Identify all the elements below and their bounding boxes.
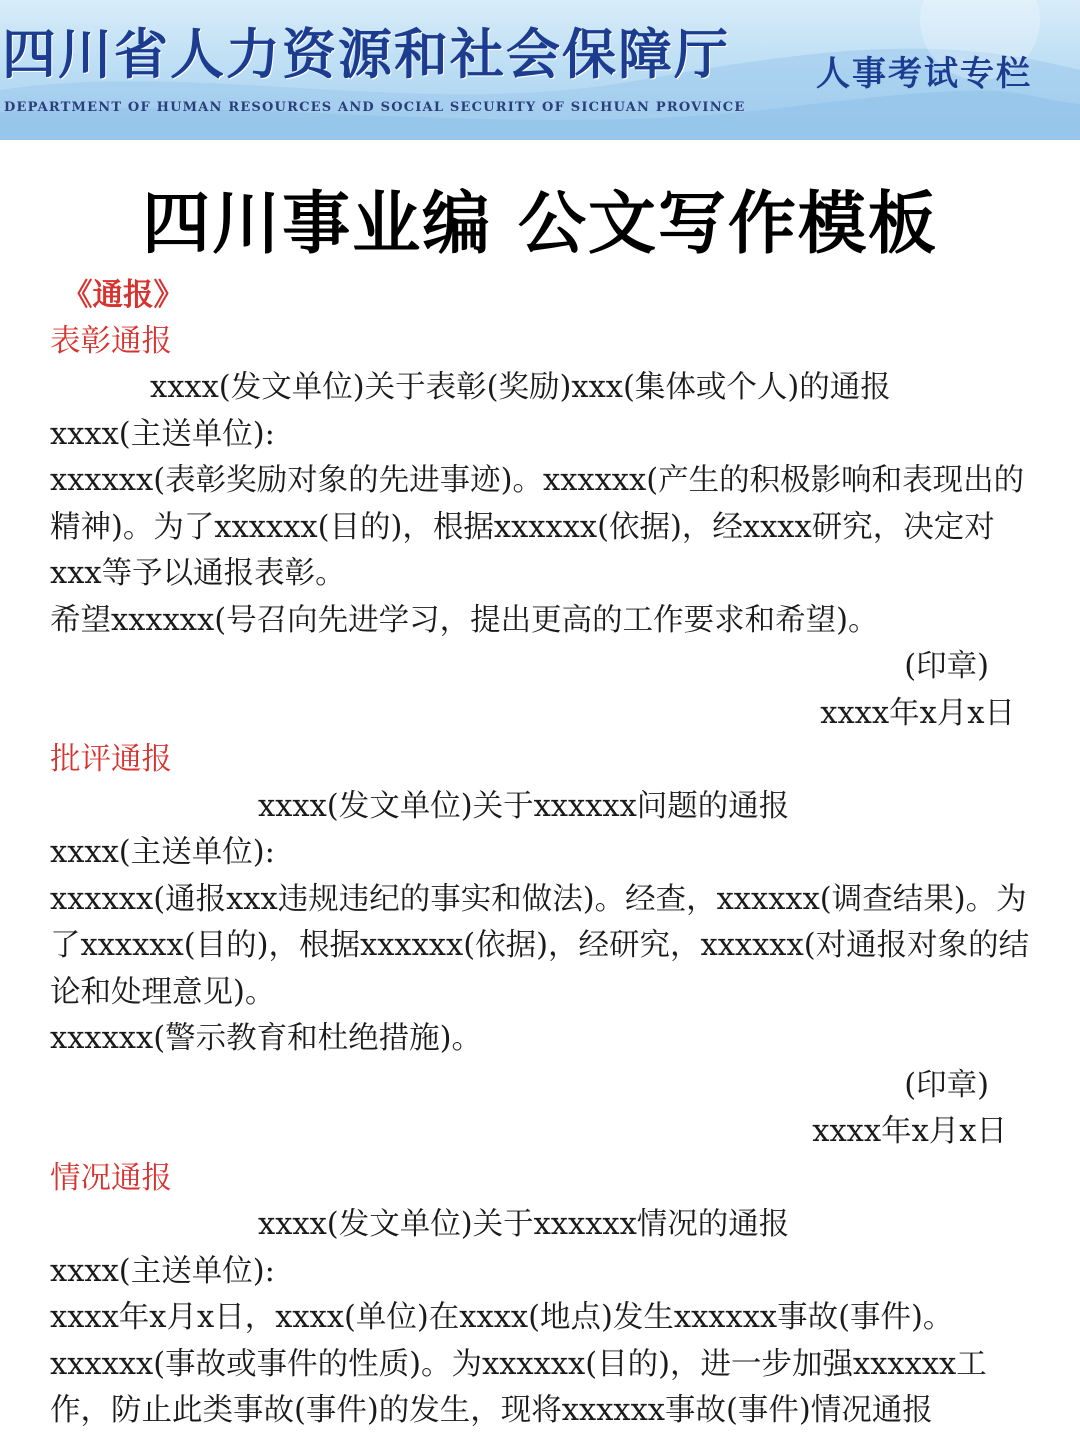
- seal-label: (印章): [904, 649, 989, 684]
- recipient-line: xxxx(主送单位):: [50, 1253, 275, 1289]
- body-paragraph: xxxxxx(警示教育和杜绝措施)。: [50, 1021, 483, 1056]
- document-title: 四川事业编 公文写作模板: [142, 185, 938, 264]
- document-body: [50, 272, 1035, 1435]
- header-banner: [0, 0, 1080, 140]
- recipient-line: xxxx(主送单位):: [50, 835, 275, 870]
- section-heading: xxxx(发文单位)关于xxxxxx问题的通报: [258, 788, 790, 824]
- section-type-criticism: 批评通报: [50, 742, 172, 777]
- section-heading: xxxx(发文单位)关于xxxxxx情况的通报: [258, 1207, 790, 1242]
- body-paragraph: 希望xxxxxx(号召向先进学习，提出更高的工作要求和希望)。: [50, 602, 879, 638]
- recipient-line: xxxx(主送单位):: [50, 416, 275, 452]
- body-paragraph: xxxx年x月x日，xxxx(单位)在xxxx(地点)发生xxxxxx事故(事件)。xxxxxx(事故或事件的性质)。为xxxxxx(目的)，进一步加强xxxxxx工作，防止此类事故(事件)的发生，现将xxxxxx事故(事件)情况通报: [50, 1300, 987, 1428]
- banner-title: 四川省人力资源和社会保障厅: [2, 23, 730, 86]
- banner-column-label: 人事考试专栏: [816, 54, 1032, 94]
- date-line: xxxx年x月x日: [820, 695, 1015, 731]
- body-paragraph: xxxxxx(表彰奖励对象的先进事迹)。xxxxxx(产生的积极影响和表现出的精神)。为了xxxxxx(目的)，根据xxxxxx(依据)，经xxxx研究，决定对xxx等予以通报表彰。: [50, 463, 1025, 591]
- section-heading: xxxx(发文单位)关于表彰(奖励)xxx(集体或个人)的通报: [150, 370, 891, 405]
- section-type-situation: 情况通报: [50, 1160, 172, 1196]
- genre-label: 《通报》: [62, 277, 184, 313]
- date-line: xxxx年x月x日: [812, 1114, 1007, 1149]
- section-type-commendation: 表彰通报: [50, 323, 172, 359]
- seal-label: (印章): [904, 1067, 989, 1103]
- banner-subtitle: DEPARTMENT OF HUMAN RESOURCES AND SOCIAL SECURITY OF SICHUAN PROVINCE: [4, 100, 746, 115]
- body-paragraph: xxxxxx(通报xxx违规违纪的事实和做法)。经查，xxxxxx(调查结果)。为了xxxxxx(目的)，根据xxxxxx(依据)，经研究，xxxxxx(对通报对象的结论和处理意见)。: [50, 881, 1030, 1010]
